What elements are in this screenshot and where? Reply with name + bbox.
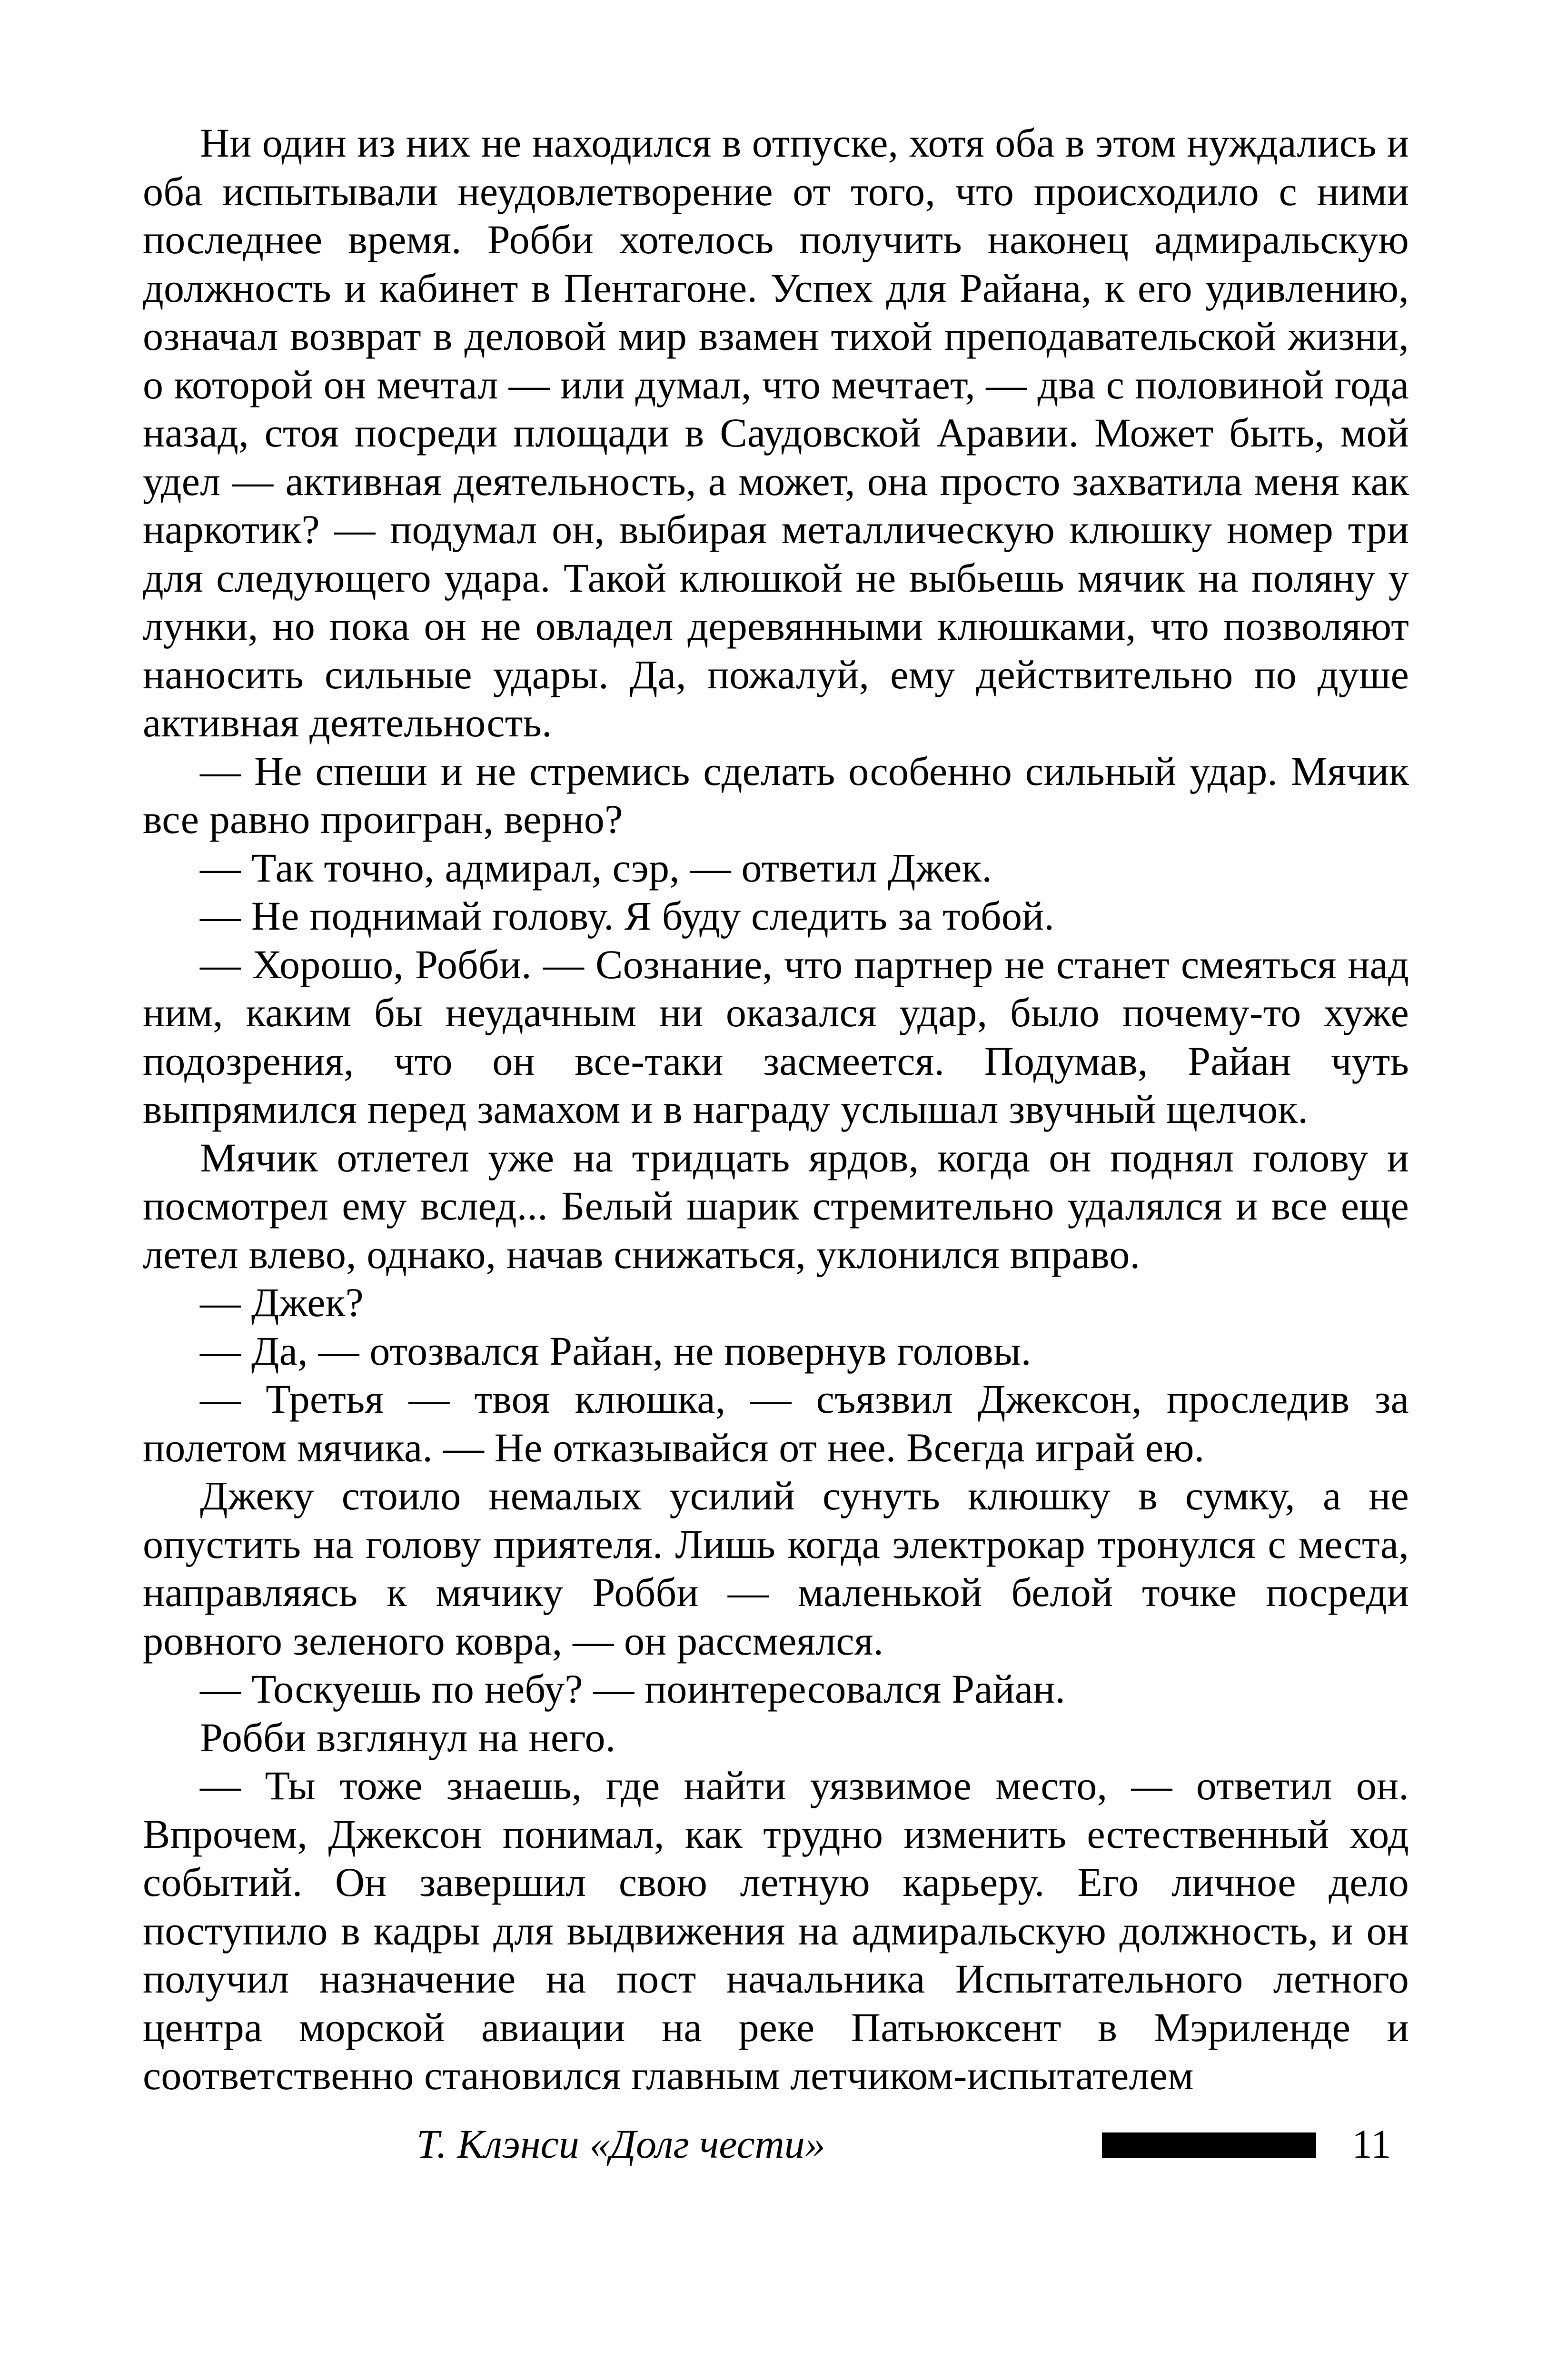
paragraph: — Джек?	[200, 1279, 364, 1325]
paragraph: Мячик отлетел уже на тридцать ярдов, когда он поднял голову и посмотрел ему вслед... Белый шарик стремительно удалялся и все еще летел влево, однако, начав снижаться, уклонился вправо.	[143, 1134, 1409, 1277]
paragraph: — Ты тоже знаешь, где найти уязвимое место, — ответил он. Впрочем, Джексон понимал, как трудно изменить естественный ход событий. Он завершил свою летную карьеру. Его личное дело поступило в кадры для выдвижения на адмиральскую должность, и он получил назначение на пост начальника Испытательного летного центра морской авиации на реке Патьюксент в Мэриленде и соответственно становился главным летчиком-испытателем	[143, 1763, 1409, 2098]
paragraph: — Так точно, адмирал, сэр, — ответил Джек.	[200, 844, 992, 891]
footer-decorative-bar	[1102, 2132, 1316, 2158]
paragraph: Ни один из них не находился в отпуске, хотя оба в этом нуждались и оба испытывали неудовлетворение от того, что происходило с ними последнее время. Робби хотелось получить наконец адмиральскую должность и кабинет в Пентагоне. Успех для Райана, к его удивлению, означал возврат в деловой мир взамен тихой преподавательской жизни, о которой он мечтал — или думал, что мечтает, — два с половиной года назад, стоя посреди площади в Саудовской Аравии. Может быть, мой удел — активная деятельность, а может, она просто захватила меня как наркотик? — подумал он, выбирая металлическую клюшку номер три для следующего удара. Такой клюшкой не выбьешь мячик на поляну у лунки, но пока он не овладел деревянными клюшками, что позволяют наносить сильные удары. Да, пожалуй, ему действительно по душе активная деятельность.	[143, 120, 1409, 745]
paragraph: — Да, — отозвался Райан, не повернув головы.	[200, 1328, 1031, 1374]
page-footer	[143, 2120, 1409, 2172]
paragraph: — Тоскуешь по небу? — поинтересовался Райан.	[200, 1666, 1066, 1712]
paragraph: — Третья — твоя клюшка, — съязвил Джексон, проследив за полетом мячика. — Не отказывайся от нее. Всегда играй ею.	[143, 1376, 1409, 1470]
paragraph: Джеку стоило немалых усилий сунуть клюшку в сумку, а не опустить на голову приятеля. Лишь когда электрокар тронулся с места, направляясь к мячику Робби — маленькой белой точке посреди ровного зеленого ковра, — он рассмеялся.	[143, 1473, 1409, 1664]
paragraph: Робби взглянул на него.	[200, 1714, 616, 1760]
page-body	[143, 119, 1409, 2100]
page-number: 11	[1352, 2121, 1391, 2167]
paragraph: — Хорошо, Робби. — Сознание, что партнер не станет смеяться над ним, каким бы неудачным ни оказался удар, было почему-то хуже подозрения, что он все-таки засмеется. Подумав, Райан чуть выпрямился перед замахом и в награду услышал звучный щелчок.	[143, 941, 1409, 1132]
paragraph: — Не спеши и не стремись сделать особенно сильный удар. Мячик все равно проигран, верно?	[143, 748, 1409, 842]
paragraph: — Не поднимай голову. Я буду следить за тобой.	[200, 893, 1055, 939]
running-title: Т. Клэнси «Долг чести»	[417, 2121, 825, 2167]
